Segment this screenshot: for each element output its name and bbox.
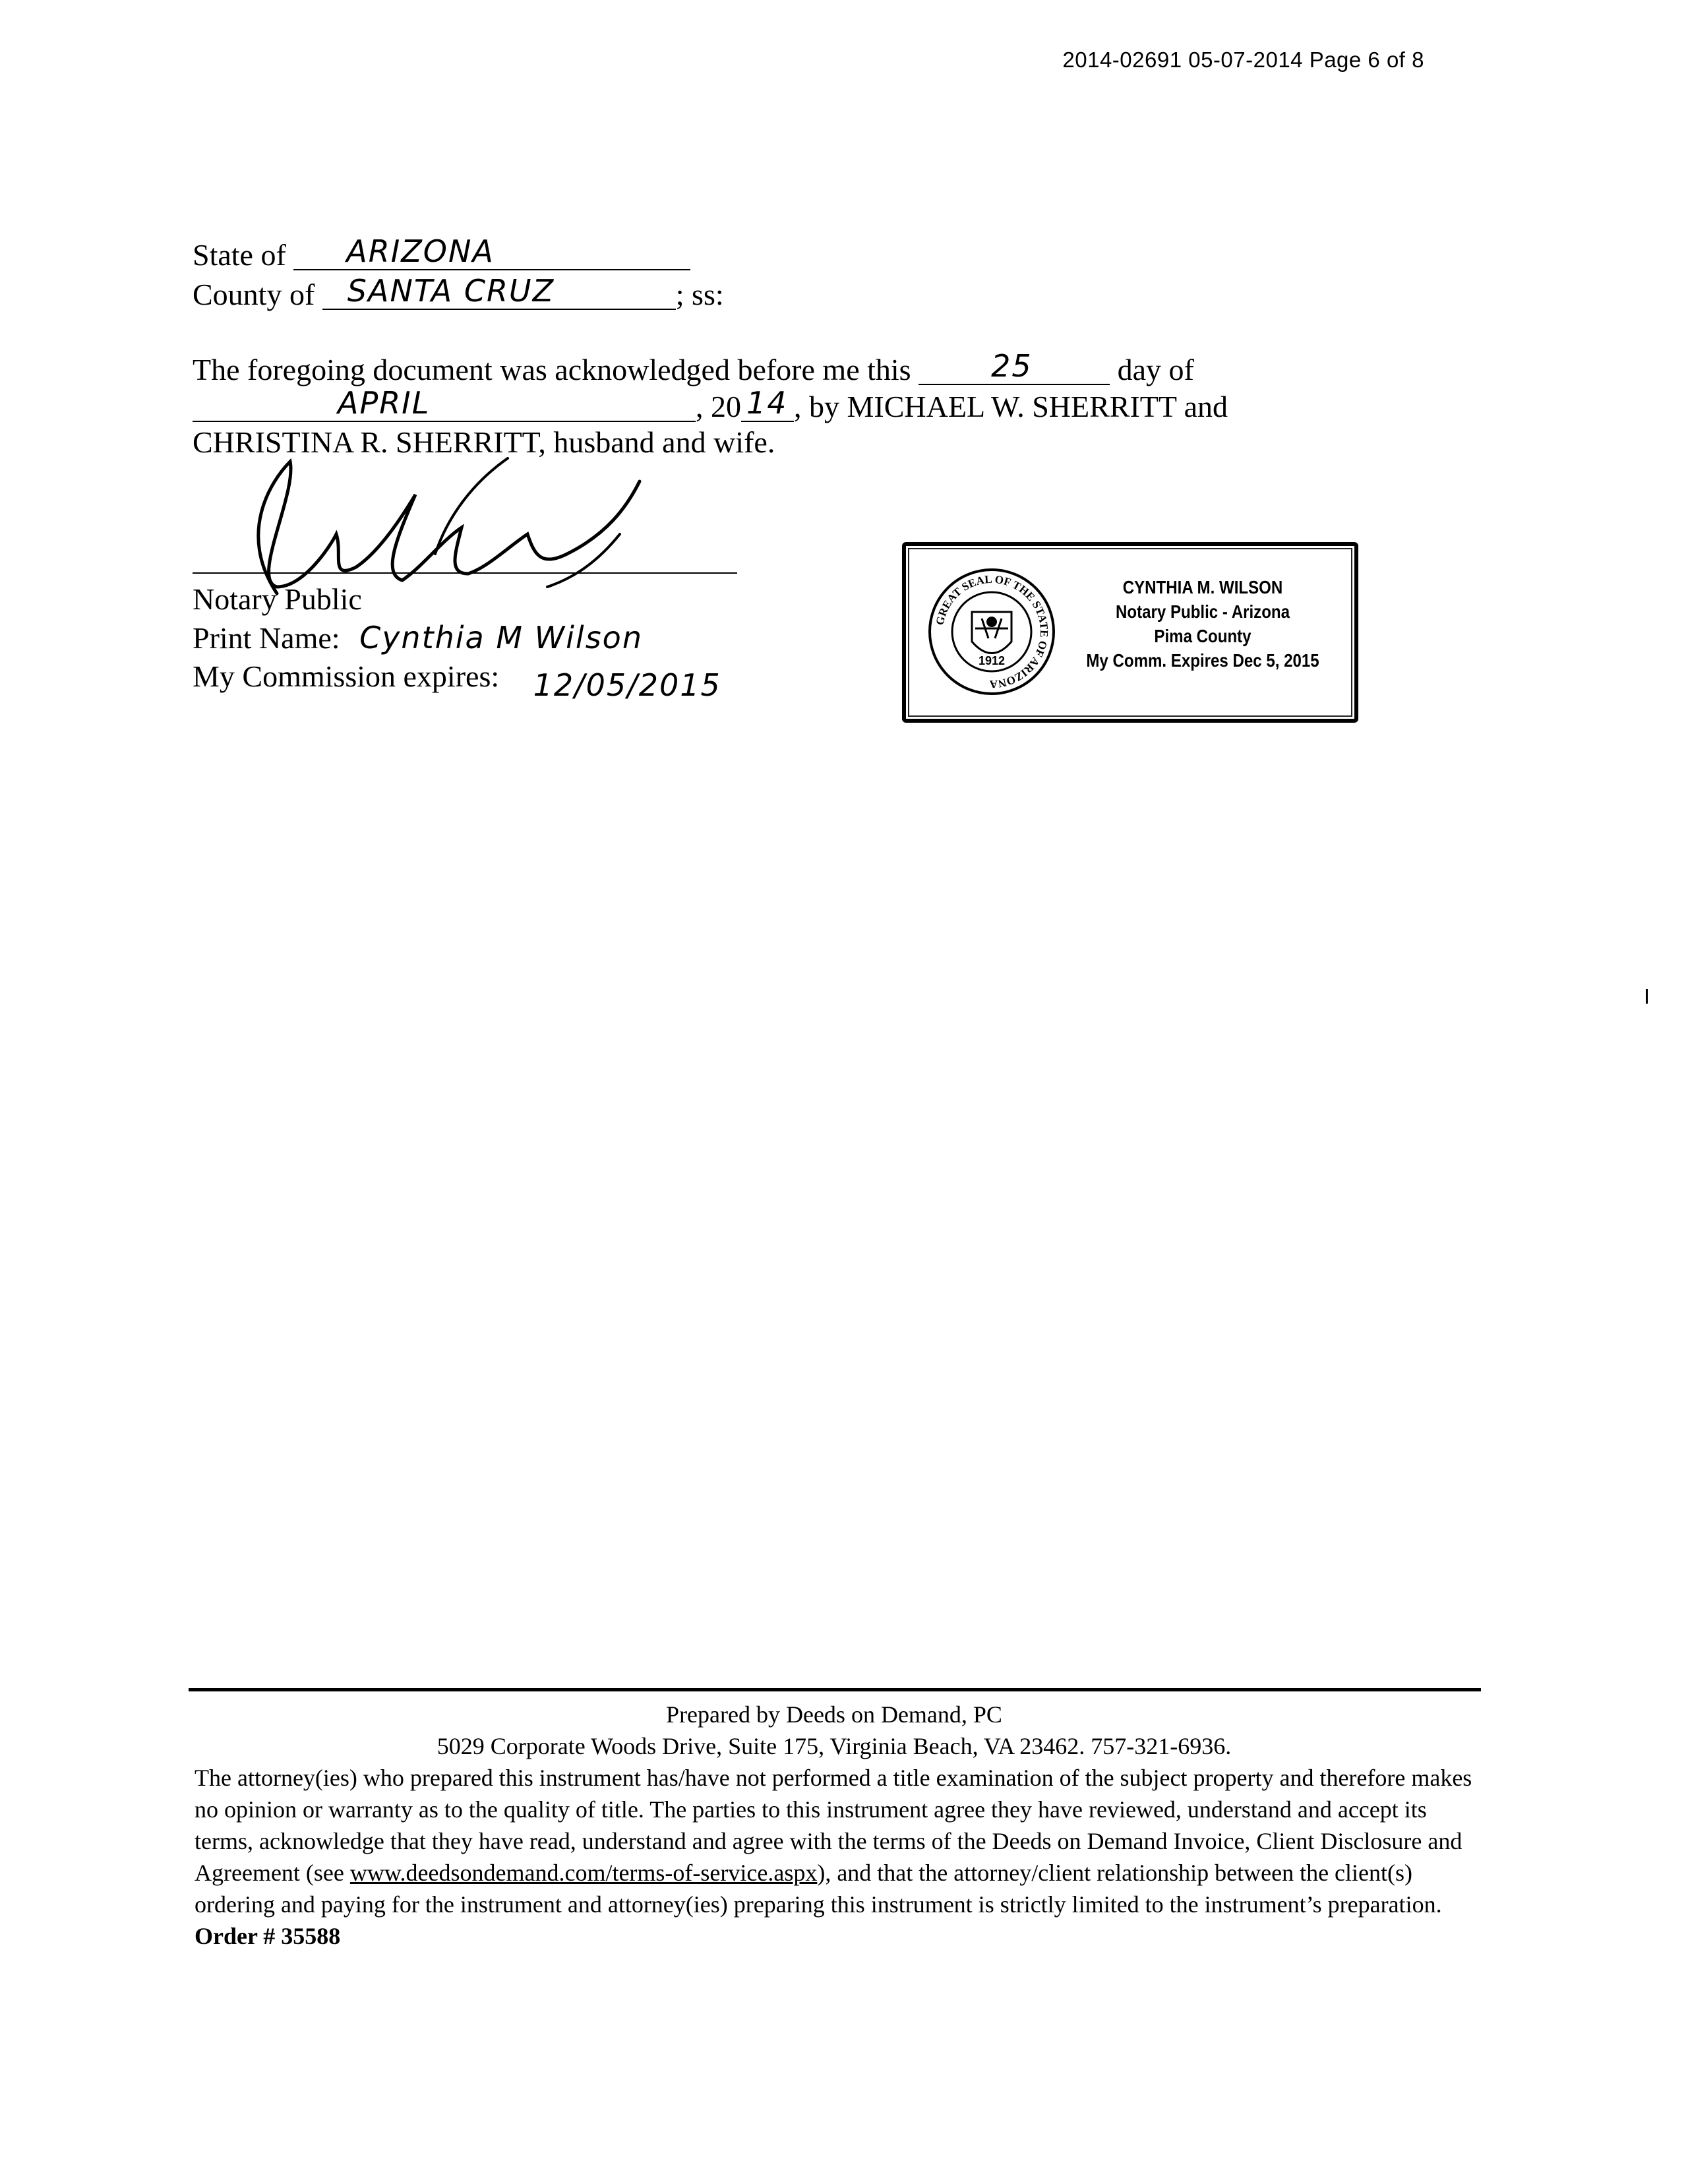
year-prefix: , 20	[696, 390, 741, 423]
stray-mark	[1646, 989, 1648, 1004]
print-name-label: Print Name:	[193, 621, 340, 655]
ack-line-1	[193, 348, 1194, 386]
county-blank	[322, 273, 676, 310]
footer	[195, 1699, 1474, 1952]
stamp-expires: My Comm. Expires Dec 5, 2015	[1086, 650, 1319, 671]
terms-link[interactable]: www.deedsondemand.com/terms-of-service.aspx	[349, 1860, 818, 1886]
commission-label: My Commission expires:	[193, 659, 500, 693]
seal-year: 1912	[978, 654, 1006, 667]
seal-text: GREAT SEAL OF THE STATE OF ARIZONA	[933, 572, 1051, 691]
svg-text:GREAT SEAL OF THE STATE OF ARI	[934, 573, 1051, 690]
day-handwritten: 25	[991, 348, 1033, 384]
year-blank	[741, 385, 794, 422]
state-seal-icon	[926, 566, 1058, 698]
year-handwritten: 14	[746, 385, 788, 421]
state-line	[193, 233, 690, 272]
month-blank	[193, 385, 696, 422]
disclaimer	[195, 1762, 1474, 1952]
county-suffix: ; ss:	[675, 278, 724, 311]
preparer-address: 5029 Corporate Woods Drive, Suite 175, Virginia Beach, VA 23462. 757-321-6936.	[437, 1733, 1232, 1759]
ack-line-2	[193, 385, 1228, 423]
footer-rule	[189, 1688, 1481, 1691]
prepared-by: Prepared by Deeds on Demand, PC	[666, 1701, 1002, 1728]
county-line	[193, 273, 724, 311]
ack-sentence: The foregoing document was acknowledged before me this	[193, 353, 911, 386]
order-number: Order # 35588	[195, 1923, 341, 1949]
county-handwritten: SANTA CRUZ	[347, 273, 555, 309]
day-blank	[919, 348, 1110, 385]
day-suffix: day of	[1117, 353, 1194, 386]
state-handwritten: ARIZONA	[346, 233, 495, 269]
disclaimer-text-2: ), and that the attorney/client relationship between the client(s) ordering and paying for the instrument and attorney(ies) preparing this instrument is strictly limited to the instrument’s preparation.	[195, 1860, 1442, 1918]
signature-line	[193, 572, 737, 574]
state-label: State of	[193, 238, 286, 272]
notary-stamp	[902, 542, 1358, 723]
recording-header: 2014-02691 05-07-2014 Page 6 of 8	[1062, 47, 1424, 72]
print-name-line	[193, 622, 643, 653]
commission-line	[193, 659, 721, 703]
stamp-title: Notary Public - Arizona	[1115, 601, 1290, 622]
month-handwritten: APRIL	[338, 385, 431, 421]
notary-title: Notary Public	[193, 582, 362, 616]
commission-handwritten: 12/05/2015	[533, 667, 721, 703]
county-label: County of	[193, 278, 315, 311]
state-blank	[293, 233, 690, 270]
by-text: , by MICHAEL W. SHERRITT and	[794, 390, 1228, 423]
disclaimer-text-1: The attorney(ies) who prepared this instrument has/have not performed a title examination of the subject property and therefore makes no opinion or warranty as to the quality of title. The parties to this instrument agree they have reviewed, understand and accept its terms, acknowledge that they have read, understand and agree with the terms of the Deeds on Demand Invoice, Client Disclosure and Agreement (see	[195, 1765, 1472, 1886]
print-name-handwritten: Cynthia M Wilson	[359, 620, 643, 655]
stamp-text	[1078, 575, 1327, 673]
stamp-name: CYNTHIA M. WILSON	[1122, 577, 1283, 597]
ack-line-3: CHRISTINA R. SHERRITT, husband and wife.	[193, 425, 775, 459]
stamp-county: Pima County	[1154, 626, 1251, 646]
